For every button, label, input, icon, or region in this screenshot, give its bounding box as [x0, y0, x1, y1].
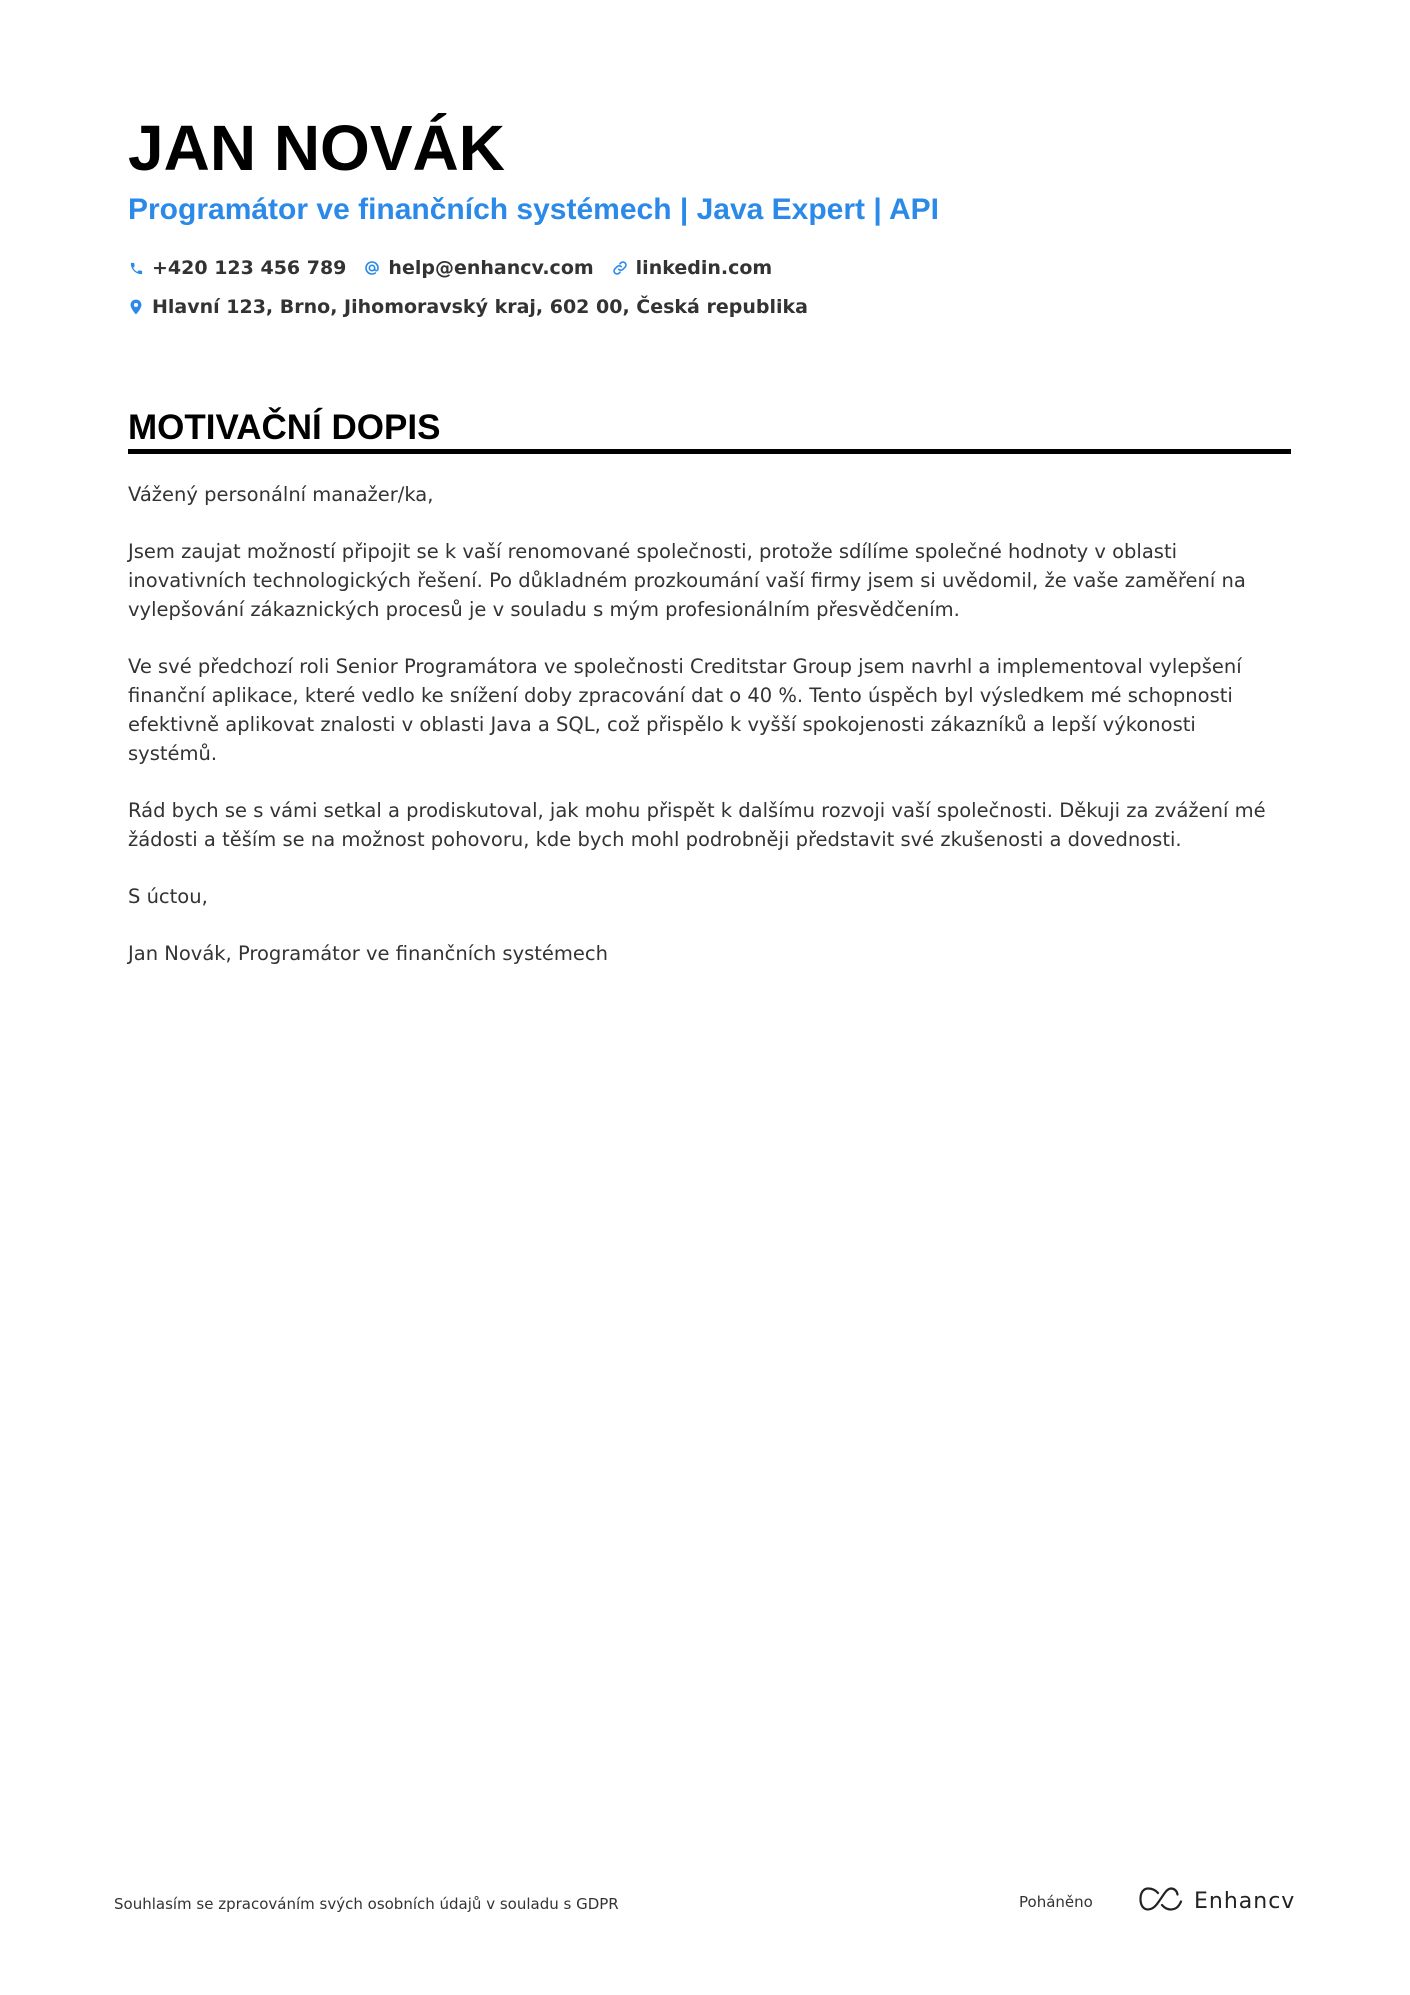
section-divider — [128, 449, 1291, 454]
link-text[interactable]: linkedin.com — [635, 257, 773, 279]
contact-phone — [128, 257, 346, 279]
candidate-title: Programátor ve finančních systémech | Java Expert | API — [128, 193, 939, 226]
contact-address — [128, 296, 808, 318]
enhancv-logo-icon — [1138, 1886, 1184, 1917]
contact-email[interactable] — [364, 257, 593, 279]
letter-body — [128, 480, 1291, 996]
contact-row-address — [128, 293, 826, 321]
phone-icon — [128, 260, 144, 276]
letter-greeting: Vážený personální manažer/ka, — [128, 483, 434, 506]
candidate-name: JAN NOVÁK — [128, 112, 505, 184]
link-icon — [612, 260, 628, 276]
enhancv-logo[interactable] — [1138, 1886, 1295, 1917]
at-icon — [364, 260, 380, 276]
powered-by-label: Poháněno — [1019, 1893, 1093, 1911]
section-title: MOTIVAČNÍ DOPIS — [128, 408, 441, 447]
letter-paragraph-2: Ve své předchozí roli Senior Programátora ve společnosti Creditstar Group jsem navrhl a implementoval vylepšení finanční aplikace, které vedlo ke snížení doby zpracování dat o 40 %. Tento úspěch byl výsledkem mé schopnosti efektivně aplikovat znalosti v oblasti Java a SQL, což přispělo k vyšší spokojenosti zákazníků a lepší výkonosti systémů. — [128, 655, 1242, 765]
contact-link[interactable] — [612, 257, 773, 279]
letter-paragraph-3: Rád bych se s vámi setkal a prodiskutoval, jak mohu přispět k dalšímu rozvoji vaší společnosti. Děkuji za zvážení mé žádosti a těším se na možnost pohovoru, kde bych mohl podrobněji představit své zkušenosti a dovednosti. — [128, 799, 1266, 851]
enhancv-brand-text: Enhancv — [1194, 1889, 1296, 1914]
gdpr-consent: Souhlasím se zpracováním svých osobních údajů v souladu s GDPR — [114, 1895, 619, 1913]
letter-paragraph-1: Jsem zaujat možností připojit se k vaší renomované společnosti, protože sdílíme společné hodnoty v oblasti inovativních technologických řešení. Po důkladném prozkoumání vaší firmy jsem si uvědomil, že vaše zaměření na vylepšování zákaznických procesů je v souladu s mým profesionálním přesvědčením. — [128, 540, 1246, 621]
letter-closing: S úctou, — [128, 885, 208, 908]
address-text: Hlavní 123, Brno, Jihomoravský kraj, 602 00, Česká republika — [152, 296, 808, 318]
email-text[interactable]: help@enhancv.com — [388, 257, 594, 279]
letter-signature: Jan Novák, Programátor ve finančních systémech — [128, 942, 609, 965]
phone-text: +420 123 456 789 — [152, 257, 347, 279]
contact-row-primary — [128, 254, 790, 282]
location-pin-icon — [128, 299, 144, 315]
